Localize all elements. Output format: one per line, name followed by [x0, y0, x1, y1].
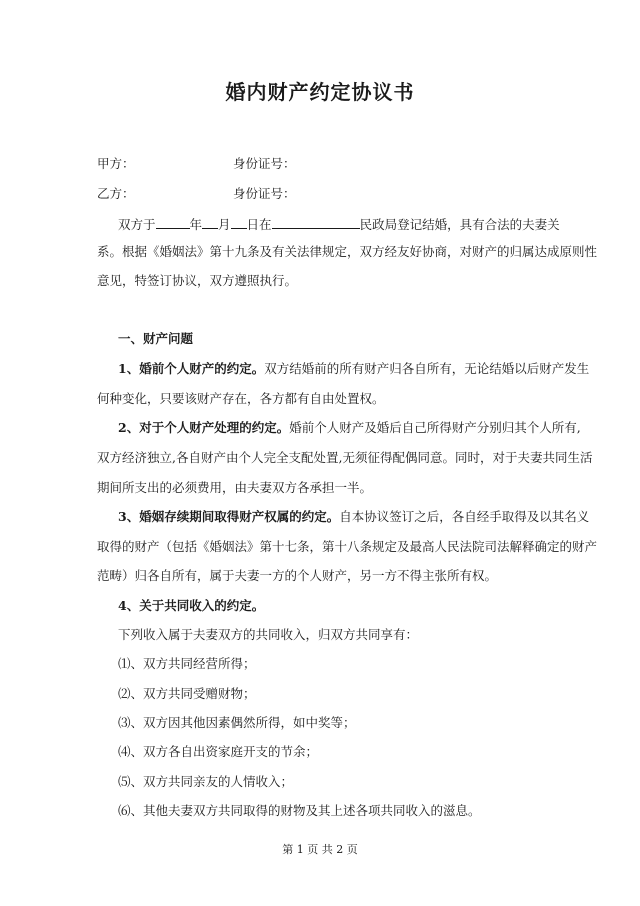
item-1-line-1	[118, 361, 589, 376]
item-2-heading: 2、对于个人财产处理的约定。	[118, 420, 290, 435]
intro-line-1	[118, 215, 560, 232]
item-3-line-2: 取得的财产（包括《婚姻法》第十七条，第十八条规定及最高人民法院司法解释确定的财产	[97, 539, 598, 554]
income-list-item: ⑷、双方各自出资家庭开支的节余；	[118, 744, 319, 759]
party-a-id-label: 身份证号：	[233, 156, 296, 171]
item-1-text: 双方结婚前的所有财产归各自所有，无论结婚以后财产发生	[264, 361, 590, 376]
month-label: 月	[218, 217, 231, 232]
intro-line-2: 系。根据《婚姻法》第十九条及有关法律规定，双方经友好协商，对财产的归属达成原则性	[97, 244, 598, 259]
intro-text: 双方于	[118, 217, 156, 232]
party-b-label: 乙方：	[97, 186, 135, 201]
day-label: 日在	[246, 217, 272, 232]
section-heading: 一、财产问题	[118, 331, 194, 346]
day-blank	[231, 215, 247, 229]
income-list-item: ⑸、双方共同亲友的人情收入；	[118, 774, 294, 789]
item-4-heading: 4、关于共同收入的约定。	[118, 598, 265, 613]
item-2-line-3: 期间所支出的必须费用，由夫妻双方各承担一半。	[97, 480, 373, 495]
intro-text: 民政局登记结婚，具有合法的夫妻关	[359, 217, 560, 232]
income-list-item: ⑶、双方因其他因素偶然所得，如中奖等；	[118, 715, 356, 730]
item-3-heading: 3、婚姻存续期间取得财产权属的约定。	[118, 509, 340, 524]
document-title: 婚内财产约定协议书	[225, 80, 415, 104]
item-3-text: 自本协议签订之后，各自经手取得及以其名义	[339, 509, 590, 524]
income-list-item: ⑵、双方共同受赠财物；	[118, 686, 256, 701]
item-4-intro: 下列收入属于夫妻双方的共同收入，归双方共同享有：	[118, 627, 419, 642]
item-1-heading: 1、婚前个人财产的约定。	[118, 361, 265, 376]
party-b-id-label: 身份证号：	[233, 186, 296, 201]
income-list-item: ⑴、双方共同经营所得；	[118, 656, 256, 671]
item-1-line-2: 何种变化，只要该财产存在，各方都有自由处置权。	[97, 391, 385, 406]
intro-line-3: 意见，特签订协议，双方遵照执行。	[97, 273, 298, 288]
bureau-blank	[272, 215, 360, 229]
item-3-line-3: 范畴）归各自所有，属于夫妻一方的个人财产，另一方不得主张所有权。	[97, 568, 498, 583]
item-2-line-2: 双方经济独立,各自财产由个人完全支配处置,无须征得配偶同意。同时，对于夫妻共同生活	[97, 450, 593, 465]
year-blank	[156, 215, 190, 229]
item-2-text: 婚前个人财产及婚后自己所得财产分别归其个人所有,	[289, 420, 581, 435]
item-3-line-1	[118, 509, 589, 524]
income-list-item: ⑹、其他夫妻双方共同取得的财物及其上述各项共同收入的滋息。	[118, 803, 481, 818]
item-2-line-1	[118, 420, 581, 435]
page-footer: 第 1 页 共 2 页	[282, 843, 358, 856]
year-label: 年	[189, 217, 203, 232]
month-blank	[202, 215, 218, 229]
party-a-label: 甲方：	[97, 156, 135, 171]
